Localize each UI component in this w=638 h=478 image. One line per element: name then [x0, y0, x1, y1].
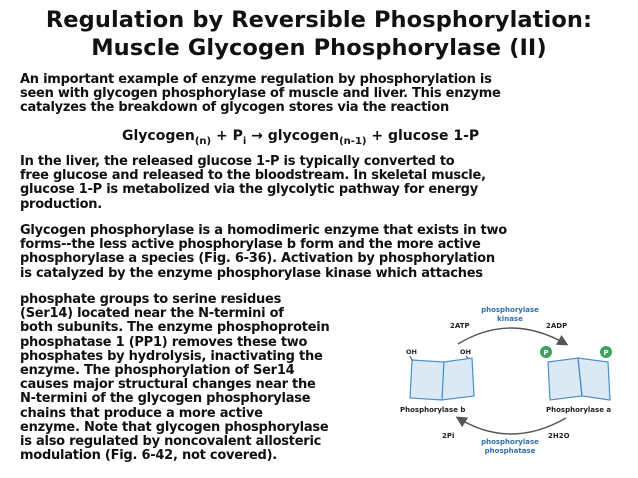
phosphorylase-b-subunit-right: [442, 358, 474, 400]
oh-left-label: OH: [406, 348, 417, 356]
phosphorylase-b-subunit-left: [410, 360, 444, 400]
paragraph-serine: [20, 293, 330, 463]
kinase-label-line1: phosphorylase: [481, 306, 539, 314]
text-line: An important example of enzyme regulation by phosphorylation is: [20, 72, 492, 87]
phosphatase-label-line2: phosphatase: [484, 447, 536, 455]
oh-right-label: OH: [460, 348, 471, 356]
eq-sub-n1: (n-1): [339, 135, 367, 147]
pi-label: 2Pi: [442, 432, 455, 440]
text-line: catalyzes the breakdown of glycogen stores via the reaction: [20, 100, 449, 116]
text-line: enzyme. The phosphorylation of Ser14: [20, 363, 295, 379]
phosphate-right-symbol: P: [603, 349, 609, 357]
text-line: causes major structural changes near the: [20, 377, 316, 393]
phosphatase-label-line1: phosphorylase: [481, 438, 539, 446]
atp-label: 2ATP: [450, 322, 470, 330]
eq-sub-n: (n): [194, 135, 212, 147]
text-line: production.: [20, 196, 102, 212]
text-line: In the liver, the released glucose 1-P is typically converted to: [20, 154, 455, 169]
paragraph-liver: [20, 155, 486, 212]
phosphorylase-a-subunit-left: [548, 358, 582, 400]
phosphate-left-symbol: P: [543, 349, 549, 357]
text-line: enzyme. Note that glycogen phosphorylase: [20, 419, 329, 435]
text-line: glucose 1-P is metabolized via the glycolytic pathway for energy: [20, 182, 478, 198]
adp-label: 2ADP: [546, 322, 568, 330]
text-line: phosphorylase a species (Fig. 6-36). Activation by phosphorylation: [20, 251, 495, 267]
phosphorylase-b-label: Phosphorylase b: [400, 406, 466, 414]
title-line-2: Muscle Glycogen Phosphorylase (II): [91, 35, 547, 61]
water-label: 2H2O: [548, 432, 570, 440]
text-line: phosphatase 1 (PP1) removes these two: [20, 334, 308, 350]
eq-sub-i: i: [242, 135, 247, 147]
text-line: seen with glycogen phosphorylase of muscle and liver. This enzyme: [20, 86, 501, 102]
kinase-arrow: [458, 328, 566, 344]
text-line: phosphates by hydrolysis, inactivating the: [20, 348, 323, 364]
text-line: phosphate groups to serine residues: [20, 292, 282, 307]
eq-plus-p: + P: [211, 128, 243, 144]
paragraph-intro: [20, 73, 501, 116]
text-line: free glucose and released to the bloodstream. In skeletal muscle,: [20, 168, 486, 184]
slide-title: [0, 6, 638, 62]
eq-glycogen: Glycogen: [122, 128, 195, 144]
reaction-equation: [122, 128, 479, 147]
eq-arrow-glycogen: → glycogen: [246, 128, 340, 144]
text-line: (Ser14) located near the N-termini of: [20, 306, 284, 322]
phosphorylation-diagram: [398, 300, 634, 460]
eq-rest: + glucose 1-P: [366, 128, 480, 144]
text-line: is also regulated by noncovalent allosteric: [20, 434, 322, 450]
text-line: is catalyzed by the enzyme phosphorylase kinase which attaches: [20, 265, 483, 281]
paragraph-homodimer: [20, 224, 507, 281]
phosphorylase-a-subunit-right: [578, 358, 610, 400]
kinase-label-line2: kinase: [497, 315, 523, 323]
text-line: modulation (Fig. 6-42, not covered).: [20, 448, 277, 464]
phosphorylase-a-label: Phosphorylase a: [546, 406, 612, 414]
text-line: both subunits. The enzyme phosphoprotein: [20, 320, 330, 336]
text-line: forms--the less active phosphorylase b form and the more active: [20, 237, 481, 253]
text-line: Glycogen phosphorylase is a homodimeric enzyme that exists in two: [20, 223, 507, 238]
text-line: N-termini of the glycogen phosphorylase: [20, 391, 311, 407]
text-line: chains that produce a more active: [20, 405, 263, 421]
title-line-1: Regulation by Reversible Phosphorylation:: [45, 7, 593, 33]
